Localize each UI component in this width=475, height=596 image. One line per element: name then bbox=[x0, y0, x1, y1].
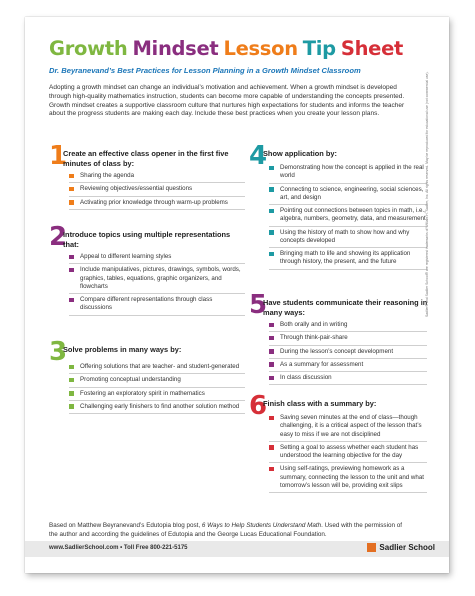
list-item: Demonstrating how the concept is applied in the real world bbox=[269, 162, 427, 184]
bullet-icon bbox=[269, 166, 274, 171]
bullet-icon bbox=[269, 349, 274, 354]
legal-notice: Sadlier® and Sadlier School® are registered trademarks of William H. Sadlier, Inc. All rights reserved. May be reproduced for educational use (not commercial use). bbox=[425, 71, 429, 317]
list-item: Sharing the agenda bbox=[69, 170, 245, 183]
section-heading: Solve problems in many ways by: bbox=[63, 345, 182, 354]
section-number: 6 bbox=[249, 391, 268, 421]
brand-logo: Sadlier School bbox=[367, 543, 435, 552]
section-list bbox=[269, 412, 427, 493]
section-heading: Create an effective class opener in the first five minutes of class by: bbox=[63, 149, 229, 168]
list-item: Both orally and in writing bbox=[269, 319, 427, 332]
footer-bar bbox=[25, 541, 449, 557]
section-heading: Introduce topics using multiple representations that: bbox=[63, 230, 231, 249]
tip-sheet-page bbox=[25, 17, 449, 573]
section-number: 5 bbox=[249, 290, 268, 320]
page-title bbox=[49, 37, 408, 60]
title-word-1: Growth bbox=[49, 37, 128, 60]
list-item: During the lesson’s concept development bbox=[269, 346, 427, 359]
contact-info: www.SadlierSchool.com • Toll Free 800-221-5175 bbox=[49, 545, 188, 551]
section-list bbox=[69, 170, 245, 210]
bullet-icon bbox=[69, 391, 74, 396]
section-number: 1 bbox=[49, 141, 68, 171]
sadlier-logo-icon bbox=[367, 543, 376, 552]
list-item: Compare different representations through class discussions bbox=[69, 294, 245, 316]
list-item: As a summary for assessment bbox=[269, 359, 427, 372]
title-word-2: Mindset bbox=[132, 37, 219, 60]
section-heading: Show application by: bbox=[263, 149, 337, 158]
section-list bbox=[69, 251, 245, 316]
list-item: Bringing math to life and showing its application through history, the present, and the future bbox=[269, 248, 427, 270]
section-heading: Finish class with a summary by: bbox=[263, 399, 377, 408]
bullet-icon bbox=[69, 404, 74, 409]
bullet-icon bbox=[69, 365, 74, 370]
section-list bbox=[69, 361, 245, 414]
list-item: Include manipulatives, pictures, drawings, symbols, words, graphics, tables, equations, graphic organizers, and flowcharts bbox=[69, 264, 245, 294]
bullet-icon bbox=[269, 336, 274, 341]
section-list bbox=[269, 162, 427, 270]
bullet-icon bbox=[269, 209, 274, 214]
section-list bbox=[269, 319, 427, 385]
list-item: Pointing out connections between topics in math, i.e., algebra, numbers, geometry, data, and measurement bbox=[269, 205, 427, 227]
section-heading: Have students communicate their reasoning in many ways: bbox=[263, 298, 428, 317]
list-item: Through think-pair-share bbox=[269, 332, 427, 345]
bullet-icon bbox=[269, 362, 274, 367]
list-item: Offering solutions that are teacher- and student-generated bbox=[69, 361, 245, 374]
source-credit: Based on Matthew Beyranevand’s Edutopia blog post, 6 Ways to Help Students Understand Math. Used with the permission of the author and according the guidelines of Edutopia and the George Lucas Educational Foundation. bbox=[49, 522, 402, 538]
list-item: Fostering an exploratory spirit in mathematics bbox=[69, 388, 245, 401]
source-title: 6 Ways to Help Students Understand Math bbox=[201, 522, 322, 529]
bullet-icon bbox=[269, 376, 274, 381]
bullet-icon bbox=[269, 187, 274, 192]
intro-paragraph: Adopting a growth mindset can change an individual’s motivation and achievement. When a growth mindset is developed through high-quality mathematics instruction, students can become more capable of understanding the concepts presented. Growth mindset creates a supportive classroom culture that nurtures high expectations for students and informs the teacher about the progress students are making each day. Include these best practices when you create your lesson plans. bbox=[49, 84, 405, 118]
bullet-icon bbox=[69, 268, 74, 273]
list-item: Connecting to science, engineering, social sciences, art, and design bbox=[269, 184, 427, 206]
list-item: Appeal to different learning styles bbox=[69, 251, 245, 264]
bullet-icon bbox=[269, 252, 274, 257]
section-number: 3 bbox=[49, 337, 68, 367]
list-item: Using the history of math to show how and why concepts developed bbox=[269, 227, 427, 249]
bullet-icon bbox=[69, 187, 74, 192]
list-item: Reviewing objectives/essential questions bbox=[69, 183, 245, 196]
bullet-icon bbox=[69, 255, 74, 260]
bullet-icon bbox=[269, 230, 274, 235]
list-item: Saving seven minutes at the end of class—though challenging, it is a critical aspect of the lesson that’s easy to miss if we are not disciplined bbox=[269, 412, 427, 442]
section-number: 4 bbox=[249, 141, 268, 171]
list-item: In class discussion bbox=[269, 372, 427, 385]
bullet-icon bbox=[69, 378, 74, 383]
bullet-icon bbox=[269, 467, 274, 472]
bullet-icon bbox=[269, 445, 274, 450]
title-word-5: Sheet bbox=[340, 37, 404, 60]
list-item: Activating prior knowledge through warm-up problems bbox=[69, 197, 245, 210]
list-item: Promoting conceptual understanding bbox=[69, 374, 245, 387]
bullet-icon bbox=[69, 298, 74, 303]
title-word-3: Lesson bbox=[223, 37, 298, 60]
title-word-4: Tip bbox=[302, 37, 336, 60]
bullet-icon bbox=[69, 200, 74, 205]
bullet-icon bbox=[269, 416, 274, 421]
list-item: Setting a goal to assess whether each student has understood the learning objective for the day bbox=[269, 442, 427, 464]
bullet-icon bbox=[269, 323, 274, 328]
page-subtitle: Dr. Beyranevand’s Best Practices for Lesson Planning in a Growth Mindset Classroom bbox=[49, 66, 361, 75]
list-item: Challenging early finishers to find another solution method bbox=[69, 401, 245, 414]
list-item: Using self-ratings, previewing homework as a summary, connecting the lesson to the unit and what tomorrow’s lesson will be, providing exit slips bbox=[269, 463, 427, 493]
section-number: 2 bbox=[49, 222, 68, 252]
bullet-icon bbox=[69, 174, 74, 179]
